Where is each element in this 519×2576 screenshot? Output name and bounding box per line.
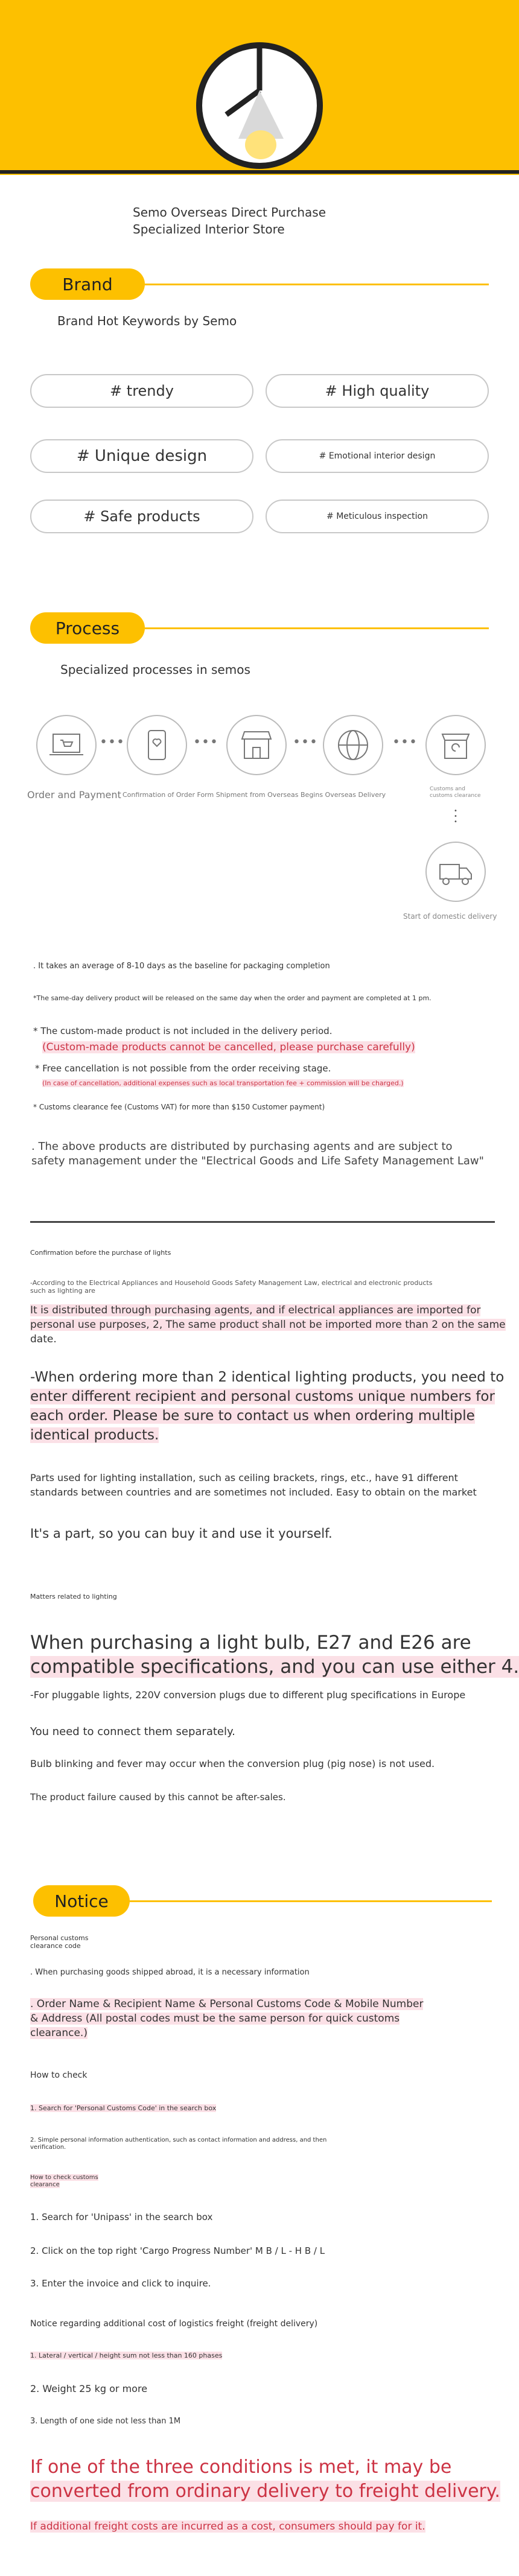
process-dots-1: •••	[100, 735, 125, 750]
parts-line2: standards between countries and are sometimes not included. Easy to obtain on the market	[30, 1486, 477, 1498]
note-baseline: . It takes an average of 8-10 days as the baseline for packaging completion	[33, 962, 330, 971]
check-step2-line1: 2. Simple personal information authentication, such as contact information and address, and then	[30, 2137, 327, 2143]
keyword-safe-products: # Safe products	[30, 500, 253, 533]
note-free-cancel: * Free cancellation is not possible from the order receiving stage.	[35, 1063, 331, 1074]
store-name-line1: Semo Overseas Direct Purchase	[133, 205, 326, 220]
failure-line: The product failure caused by this cannot be after-sales.	[30, 1792, 286, 1803]
laptop-cart-icon	[37, 716, 95, 774]
conclusion-line1: If one of the three conditions is met, it may be	[30, 2457, 452, 2478]
process-section-line	[145, 627, 489, 629]
plug-line: -For pluggable lights, 220V conversion plugs due to different plug specifications in Europe	[30, 1689, 466, 1701]
process-step-overseas	[323, 715, 383, 775]
law-line1: -According to the Electrical Appliances and Household Goods Safety Management Law, electrical and electronic products	[30, 1279, 433, 1287]
domestic-caption: Start of domestic delivery	[403, 912, 497, 921]
lamp-icon	[202, 48, 317, 163]
safety-line1: . The above products are distributed by purchasing agents and are subject to	[31, 1140, 453, 1153]
process-step-order	[36, 715, 97, 775]
step-caption-main: Order and Payment	[27, 789, 121, 801]
store-icon	[228, 716, 285, 774]
customs-code-line1: Personal customs	[30, 1934, 89, 1942]
confirm-title: Confirmation before the purchase of lights	[30, 1249, 171, 1257]
note-same-day: *The same-day delivery product will be released on the same day when the order and payment are completed at 1 pm.	[33, 994, 431, 1002]
how-to-check: How to check	[30, 2070, 88, 2080]
keyword-emotional-design: # Emotional interior design	[266, 439, 489, 473]
how-customs-line2: clearance	[30, 2181, 60, 2188]
freight-cond2: 2. Weight 25 kg or more	[30, 2383, 148, 2394]
distribution-line2: personal use purposes, 2, The same product shall not be imported more than 2 on the same	[30, 1319, 506, 1331]
brand-logo	[196, 42, 323, 169]
bulb-line1: When purchasing a light bulb, E27 and E26 are	[30, 1632, 471, 1654]
conclusion-line2: converted from ordinary delivery to freight delivery.	[30, 2481, 500, 2502]
keyword-unique-design: # Unique design	[30, 439, 253, 473]
multi-order-line4: identical products.	[30, 1427, 159, 1443]
unipass-step3: 3. Enter the invoice and click to inquire.	[30, 2278, 211, 2289]
store-name-line2: Specialized Interior Store	[133, 222, 285, 236]
brand-subtitle: Brand Hot Keywords by Semo	[57, 314, 237, 328]
process-step-domestic	[425, 842, 486, 902]
process-step-shipment	[226, 715, 287, 775]
note-custom-warning: (Custom-made products cannot be cancelled, please purchase carefully)	[42, 1041, 415, 1053]
freight-cond3: 3. Length of one side not less than 1M	[30, 2417, 181, 2426]
multi-order-line3: each order. Please be sure to contact us when ordering multiple	[30, 1408, 475, 1424]
vertical-dots: • • •	[454, 808, 457, 825]
process-dots-3: •••	[293, 735, 318, 750]
step-caption-rest: Confirmation of Order Form Shipment from Overseas Begins Overseas Delivery	[123, 791, 386, 799]
truck-icon	[427, 843, 485, 901]
check-step2-line2: verification.	[30, 2144, 66, 2151]
process-dots-2: •••	[193, 735, 218, 750]
unipass-step1: 1. Search for 'Unipass' in the search box	[30, 2212, 213, 2222]
hero-divider	[0, 170, 519, 174]
customs-caption-line2: customs clearance	[430, 793, 481, 799]
bulb-line2: compatible specifications, and you can use either 4.	[30, 1656, 519, 1678]
freight-cond1: 1. Lateral / vertical / height sum not less than 160 phases	[30, 2352, 223, 2359]
distribution-line3: date.	[30, 1333, 57, 1345]
keyword-meticulous-inspection: # Meticulous inspection	[266, 500, 489, 533]
final-line: If additional freight costs are incurred as a cost, consumers should pay for it.	[30, 2520, 425, 2533]
notice-section-label: Notice	[33, 1885, 130, 1917]
multi-order-line2: enter different recipient and personal customs unique numbers for	[30, 1389, 495, 1404]
parts-buy: It's a part, so you can buy it and use it yourself.	[30, 1526, 333, 1541]
note-cancel-expense: (In case of cancellation, additional expenses such as local transportation fee + commission will be charged.)	[42, 1079, 404, 1087]
brand-section-line	[145, 284, 489, 285]
note-custom-made: * The custom-made product is not included in the delivery period.	[33, 1026, 333, 1036]
note-customs-fee: * Customs clearance fee (Customs VAT) for more than $150 Customer payment)	[33, 1103, 325, 1111]
box-arrow-icon	[427, 716, 485, 774]
globe-icon	[324, 716, 382, 774]
keyword-high-quality: # High quality	[266, 374, 489, 408]
connect-line: You need to connect them separately.	[30, 1725, 235, 1738]
safety-line2: safety management under the "Electrical Goods and Life Safety Management Law"	[31, 1155, 484, 1167]
unipass-step2: 2. Click on the top right 'Cargo Progress Number' M B / L - H B / L	[30, 2245, 325, 2256]
necessary-info: . When purchasing goods shipped abroad, it is a necessary information	[30, 1968, 310, 1977]
parts-line1: Parts used for lighting installation, such as ceiling brackets, rings, etc., have 91 different	[30, 1472, 458, 1483]
matters-title: Matters related to lighting	[30, 1593, 117, 1600]
process-step-confirmation	[127, 715, 187, 775]
customs-caption-line1: Customs and	[430, 786, 465, 792]
keyword-trendy: # trendy	[30, 374, 253, 408]
order-line2: & Address (All postal codes must be the same person for quick customs	[30, 2013, 400, 2025]
multi-order-line1: -When ordering more than 2 identical lighting products, you need to	[30, 1369, 505, 1385]
process-subtitle: Specialized processes in semos	[60, 662, 250, 677]
freight-title: Notice regarding additional cost of logistics freight (freight delivery)	[30, 2319, 318, 2329]
order-line1: . Order Name & Recipient Name & Personal Customs Code & Mobile Number	[30, 1998, 424, 2010]
blink-line: Bulb blinking and fever may occur when the conversion plug (pig nose) is not used.	[30, 1758, 435, 1769]
mobile-heart-icon	[128, 716, 186, 774]
brand-section-label: Brand	[30, 268, 145, 300]
how-customs-line1: How to check customs	[30, 2174, 98, 2181]
section-divider	[30, 1221, 495, 1223]
notice-section-line	[130, 1900, 492, 1902]
law-line2: such as lighting are	[30, 1287, 95, 1295]
check-step1: 1. Search for 'Personal Customs Code' in the search box	[30, 2104, 217, 2112]
customs-code-line2: clearance code	[30, 1942, 81, 1950]
order-line3: clearance.)	[30, 2027, 88, 2039]
distribution-line1: It is distributed through purchasing agents, and if electrical appliances are imported for	[30, 1304, 481, 1316]
process-dots-4: •••	[392, 735, 418, 750]
process-section-label: Process	[30, 612, 145, 644]
process-step-customs	[425, 715, 486, 775]
